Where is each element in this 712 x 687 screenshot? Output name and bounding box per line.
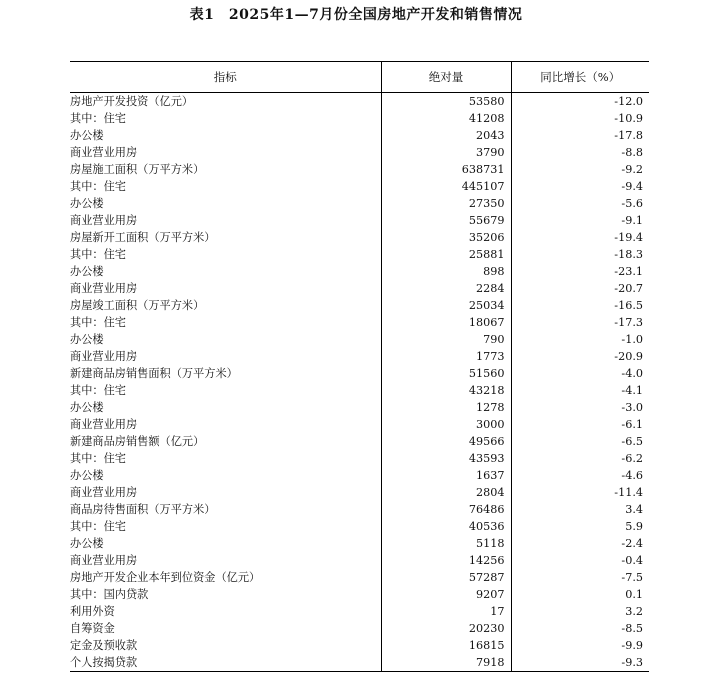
table-row (70, 535, 649, 552)
table-row (70, 263, 649, 280)
absolute-value-cell: 638731 (381, 161, 511, 178)
header-absolute: 绝对量 (381, 62, 511, 93)
growth-cell: -9.2 (621, 163, 643, 176)
growth-cell: 3.2 (625, 605, 643, 618)
growth-cell: -5.6 (621, 197, 643, 210)
table-row (70, 331, 649, 348)
table-header (70, 62, 649, 93)
indicator-cell: 利用外资 (70, 605, 115, 618)
growth-cell: -20.7 (614, 282, 643, 295)
absolute-value-cell: 20230 (381, 620, 511, 637)
header-row (70, 62, 649, 93)
growth-cell: -6.2 (621, 452, 643, 465)
table-row (70, 348, 649, 365)
table-row (70, 365, 649, 382)
table-row (70, 127, 649, 144)
indicator-cell: 办公楼 (70, 129, 104, 142)
absolute-value-cell: 55679 (381, 212, 511, 229)
absolute-value-cell: 2043 (381, 127, 511, 144)
absolute-value-cell: 49566 (381, 433, 511, 450)
growth-cell: -3.0 (621, 401, 643, 414)
absolute-value-cell: 7918 (381, 654, 511, 672)
absolute-value-cell: 53580 (381, 93, 511, 111)
growth-cell: -4.0 (621, 367, 643, 380)
growth-cell: -2.4 (621, 537, 643, 550)
absolute-value-cell: 41208 (381, 110, 511, 127)
absolute-value-cell: 1773 (381, 348, 511, 365)
indicator-cell: 其中：住宅 (70, 384, 126, 397)
growth-cell: -9.1 (621, 214, 643, 227)
indicator-cell: 其中：住宅 (70, 316, 126, 329)
table-row (70, 620, 649, 637)
indicator-cell: 个人按揭贷款 (70, 654, 381, 672)
growth-cell: -17.8 (614, 129, 643, 142)
absolute-value-cell: 9207 (381, 586, 511, 603)
table-row (70, 314, 649, 331)
absolute-value-cell: 43593 (381, 450, 511, 467)
growth-cell: 0.1 (625, 588, 643, 601)
absolute-value-cell: 40536 (381, 518, 511, 535)
indicator-cell: 房屋竣工面积（万平方米） (70, 299, 205, 312)
indicator-cell: 其中：住宅 (70, 180, 126, 193)
indicator-cell: 自筹资金 (70, 622, 115, 635)
indicator-cell: 其中：住宅 (70, 112, 126, 125)
growth-cell: -9.9 (621, 639, 643, 652)
growth-cell: -11.4 (614, 486, 643, 499)
absolute-value-cell: 445107 (381, 178, 511, 195)
growth-cell: -4.1 (621, 384, 643, 397)
indicator-cell: 其中：住宅 (70, 248, 126, 261)
indicator-cell: 商业营业用房 (70, 486, 138, 499)
growth-cell: -19.4 (614, 231, 643, 244)
table-row (70, 212, 649, 229)
absolute-value-cell: 3790 (381, 144, 511, 161)
absolute-value-cell: 35206 (381, 229, 511, 246)
absolute-value-cell: 57287 (381, 569, 511, 586)
table-row (70, 246, 649, 263)
indicator-cell: 商业营业用房 (70, 146, 138, 159)
growth-cell: -20.9 (614, 350, 643, 363)
table-row (70, 501, 649, 518)
table-row (70, 399, 649, 416)
indicator-cell: 商业营业用房 (70, 350, 138, 363)
growth-cell: -0.4 (621, 554, 643, 567)
table-row (70, 433, 649, 450)
absolute-value-cell: 898 (381, 263, 511, 280)
absolute-value-cell: 14256 (381, 552, 511, 569)
indicator-cell: 房屋施工面积（万平方米） (70, 163, 205, 176)
indicator-cell: 办公楼 (70, 333, 104, 346)
header-indicator: 指标 (70, 62, 381, 93)
absolute-value-cell: 76486 (381, 501, 511, 518)
table-row (70, 195, 649, 212)
growth-cell: -6.5 (621, 435, 643, 448)
absolute-value-cell: 3000 (381, 416, 511, 433)
growth-cell: -23.1 (614, 265, 643, 278)
table-row (70, 297, 649, 314)
growth-cell: -6.1 (621, 418, 643, 431)
indicator-cell: 办公楼 (70, 401, 104, 414)
table-row (70, 229, 649, 246)
table-row (70, 569, 649, 586)
table-row (70, 637, 649, 654)
indicator-cell: 办公楼 (70, 537, 104, 550)
table-row (70, 552, 649, 569)
growth-cell: 5.9 (625, 520, 643, 533)
indicator-cell: 其中：住宅 (70, 452, 126, 465)
indicator-cell: 商业营业用房 (70, 282, 138, 295)
growth-cell: -9.4 (621, 180, 643, 193)
header-growth: 同比增长（%） (511, 62, 649, 93)
growth-cell: -8.5 (621, 622, 643, 635)
growth-cell: 3.4 (625, 503, 643, 516)
indicator-cell: 办公楼 (70, 197, 104, 210)
table-row (70, 518, 649, 535)
absolute-value-cell: 1637 (381, 467, 511, 484)
growth-cell: -12.0 (614, 95, 643, 108)
indicator-cell: 商业营业用房 (70, 418, 138, 431)
table-row (70, 586, 649, 603)
indicator-cell: 其中：住宅 (70, 520, 126, 533)
real-estate-table (70, 61, 649, 672)
growth-cell: -10.9 (614, 112, 643, 125)
absolute-value-cell: 1278 (381, 399, 511, 416)
absolute-value-cell: 25034 (381, 297, 511, 314)
indicator-cell: 房地产开发企业本年到位资金（亿元） (70, 571, 261, 584)
growth-cell: -7.5 (621, 571, 643, 584)
absolute-value-cell: 2804 (381, 484, 511, 501)
absolute-value-cell: 43218 (381, 382, 511, 399)
growth-cell: -4.6 (621, 469, 643, 482)
table-row (70, 450, 649, 467)
growth-cell: -9.3 (511, 654, 649, 672)
table-row (70, 178, 649, 195)
growth-cell: -16.5 (614, 299, 643, 312)
absolute-value-cell: 17 (381, 603, 511, 620)
indicator-cell: 其中：国内贷款 (70, 588, 149, 601)
absolute-value-cell: 25881 (381, 246, 511, 263)
table-row (70, 382, 649, 399)
absolute-value-cell: 16815 (381, 637, 511, 654)
indicator-cell: 办公楼 (70, 265, 104, 278)
absolute-value-cell: 18067 (381, 314, 511, 331)
indicator-cell: 商业营业用房 (70, 554, 138, 567)
indicator-cell: 房屋新开工面积（万平方米） (70, 231, 216, 244)
absolute-value-cell: 790 (381, 331, 511, 348)
table-body (70, 93, 649, 672)
table-row (70, 484, 649, 501)
indicator-cell: 办公楼 (70, 469, 104, 482)
absolute-value-cell: 27350 (381, 195, 511, 212)
growth-cell: -8.8 (621, 146, 643, 159)
indicator-cell: 房地产开发投资（亿元） (70, 95, 194, 108)
table-row (70, 467, 649, 484)
table-row (70, 161, 649, 178)
table-title: 表1 2025年1—7月份全国房地产开发和销售情况 (189, 7, 523, 23)
growth-cell: -17.3 (614, 316, 643, 329)
table-row (70, 603, 649, 620)
table-row (70, 280, 649, 297)
table-row (70, 144, 649, 161)
indicator-cell: 定金及预收款 (70, 639, 138, 652)
indicator-cell: 商业营业用房 (70, 214, 138, 227)
indicator-cell: 新建商品房销售面积（万平方米） (70, 367, 238, 380)
indicator-cell: 新建商品房销售额（亿元） (70, 435, 205, 448)
growth-cell: -18.3 (614, 248, 643, 261)
growth-cell: -1.0 (621, 333, 643, 346)
table-row (70, 110, 649, 127)
table-row (70, 93, 649, 111)
absolute-value-cell: 2284 (381, 280, 511, 297)
table-row (70, 654, 649, 672)
table-row (70, 416, 649, 433)
absolute-value-cell: 51560 (381, 365, 511, 382)
indicator-cell: 商品房待售面积（万平方米） (70, 503, 216, 516)
absolute-value-cell: 5118 (381, 535, 511, 552)
